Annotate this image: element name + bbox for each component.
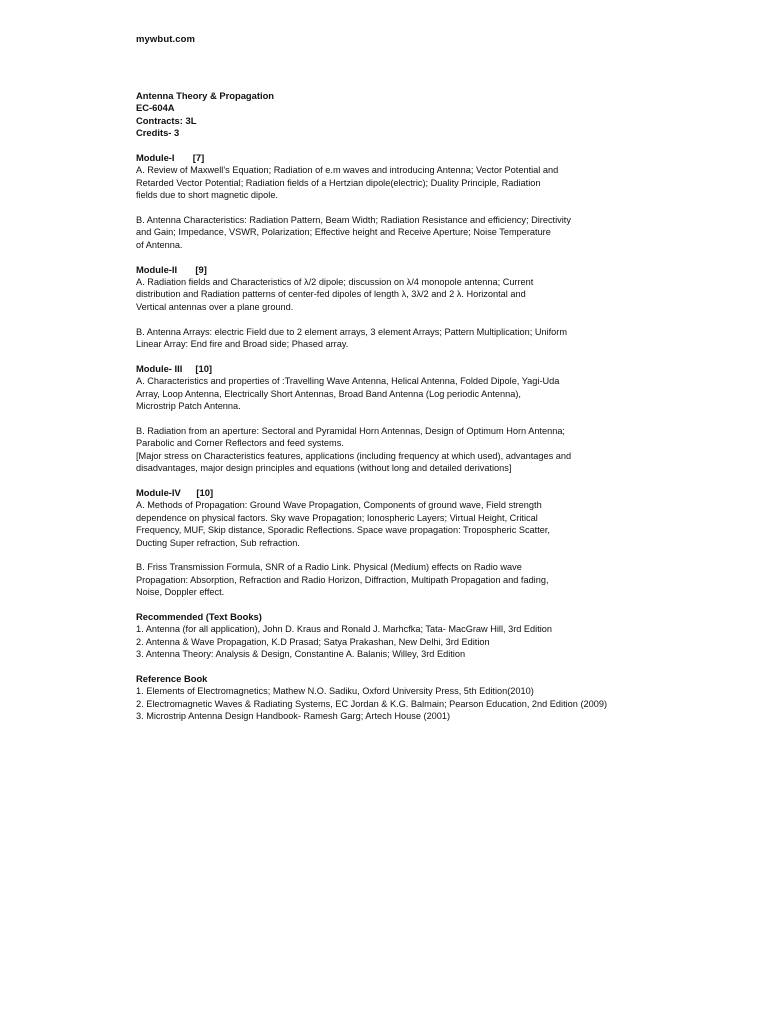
paragraph-line: B. Antenna Arrays: electric Field due to 2 element arrays, 3 element Arrays; Pattern Multiplication; Uniform — [136, 326, 567, 337]
site-name: mywbut.com — [136, 34, 196, 45]
paragraph-line: Retarded Vector Potential; Radiation fields of a Hertzian dipole(electric); Duality Principle, Radiation — [136, 177, 541, 188]
module-1 — [136, 152, 736, 251]
module-4 — [136, 487, 736, 599]
course-credits: Credits- 3 — [136, 127, 180, 139]
paragraph-line: Microstrip Patch Antenna. — [136, 401, 241, 412]
paragraph-line: Parabolic and Corner Reflectors and feed systems. — [136, 438, 344, 449]
paragraph-line: disadvantages, major design principles and equations (without long and detailed derivations] — [136, 463, 512, 474]
module-title: Module-II [9] — [136, 263, 207, 275]
paragraph-line: B. Friss Transmission Formula, SNR of a Radio Link. Physical (Medium) effects on Radio wave — [136, 562, 522, 573]
module-title: Module- III [10] — [136, 362, 213, 374]
text-books-section — [136, 611, 736, 661]
course-contracts: Contracts: 3L — [136, 114, 197, 126]
book-item: 2. Antenna & Wave Propagation, K.D Prasad; Satya Prakashan, New Delhi, 3rd Edition — [136, 636, 490, 647]
reference-books-section — [136, 673, 736, 723]
paragraph-line: A. Review of Maxwell’s Equation; Radiation of e.m waves and introducing Antenna; Vector Potential and — [136, 165, 559, 176]
paragraph-line: [Major stress on Characteristics features, applications (including frequency at which used), advantages and — [136, 450, 572, 461]
module-paragraph — [136, 425, 736, 475]
paragraph-line: Ducting Super refraction, Sub refraction. — [136, 537, 300, 548]
paragraph-line: B. Radiation from an aperture: Sectoral and Pyramidal Horn Antennas, Design of Optimum Horn Antenna; — [136, 425, 565, 436]
paragraph-line: dependence on physical factors. Sky wave Propagation; Ionospheric Layers; Virtual Height, Critical — [136, 512, 538, 523]
module-title: Module-I [7] — [136, 152, 205, 164]
module-2 — [136, 264, 736, 351]
module-paragraph — [136, 561, 736, 598]
paragraph-line: A. Characteristics and properties of :Travelling Wave Antenna, Helical Antenna, Folded Dipole, Yagi-Uda — [136, 376, 560, 387]
paragraph-line: Linear Array: End fire and Broad side; Phased array. — [136, 339, 349, 350]
module-paragraph — [136, 164, 736, 201]
book-item: 1. Antenna (for all application), John D. Kraus and Ronald J. Marhcfka; Tata- MacGraw Hill, 3rd Edition — [136, 624, 553, 635]
paragraph-line: and Gain; Impedance, VSWR, Polarization; Effective height and Receive Aperture; Noise Temperature — [136, 227, 551, 238]
paragraph-line: Propagation: Absorption, Refraction and Radio Horizon, Diffraction, Multipath Propagation and fading, — [136, 574, 549, 585]
module-paragraph — [136, 326, 736, 351]
module-paragraph — [136, 499, 736, 549]
paragraph-line: A. Methods of Propagation: Ground Wave Propagation, Components of ground wave, Field strength — [136, 500, 542, 511]
paragraph-line: B. Antenna Characteristics: Radiation Pattern, Beam Width; Radiation Resistance and efficiency; Directivity — [136, 215, 571, 226]
module-title: Module-IV [10] — [136, 486, 214, 498]
document-page — [136, 34, 736, 723]
course-title: Antenna Theory & Propagation — [136, 90, 275, 101]
module-paragraph — [136, 375, 736, 412]
book-item: 3. Microstrip Antenna Design Handbook- Ramesh Garg; Artech House (2001) — [136, 711, 451, 722]
paragraph-line: A. Radiation fields and Characteristics of λ/2 dipole; discussion on λ/4 monopole antenna; Current — [136, 277, 534, 288]
paragraph-line: fields due to short magnetic dipole. — [136, 190, 278, 201]
book-item: 1. Elements of Electromagnetics; Mathew N.O. Sadiku, Oxford University Press, 5th Edition(2010) — [136, 686, 534, 697]
module-paragraph — [136, 214, 736, 251]
book-item: 2. Electromagnetic Waves & Radiating Systems, EC Jordan & K.G. Balmain; Pearson Education, 2nd Edition (2009) — [136, 698, 608, 709]
module-paragraph — [136, 276, 736, 313]
paragraph-line: distribution and Radiation patterns of center-fed dipoles of length λ, 3λ/2 and 2 λ. Horizontal and — [136, 289, 526, 300]
course-header — [136, 90, 736, 140]
text-books-title: Recommended (Text Books) — [136, 610, 262, 622]
course-code: EC-604A — [136, 102, 175, 114]
paragraph-line: Vertical antennas over a plane ground. — [136, 301, 294, 312]
paragraph-line: of Antenna. — [136, 239, 183, 250]
paragraph-line: Frequency, MUF, Skip distance, Sporadic Reflections. Space wave propagation: Tropospheric Scatter, — [136, 525, 550, 536]
module-3 — [136, 363, 736, 475]
book-item: 3. Antenna Theory: Analysis & Design, Constantine A. Balanis; Willey, 3rd Edition — [136, 649, 466, 660]
reference-books-title: Reference Book — [136, 672, 208, 684]
paragraph-line: Array, Loop Antenna, Electrically Short Antennas, Broad Band Antenna (Log periodic Antenna), — [136, 388, 521, 399]
paragraph-line: Noise, Doppler effect. — [136, 587, 225, 598]
